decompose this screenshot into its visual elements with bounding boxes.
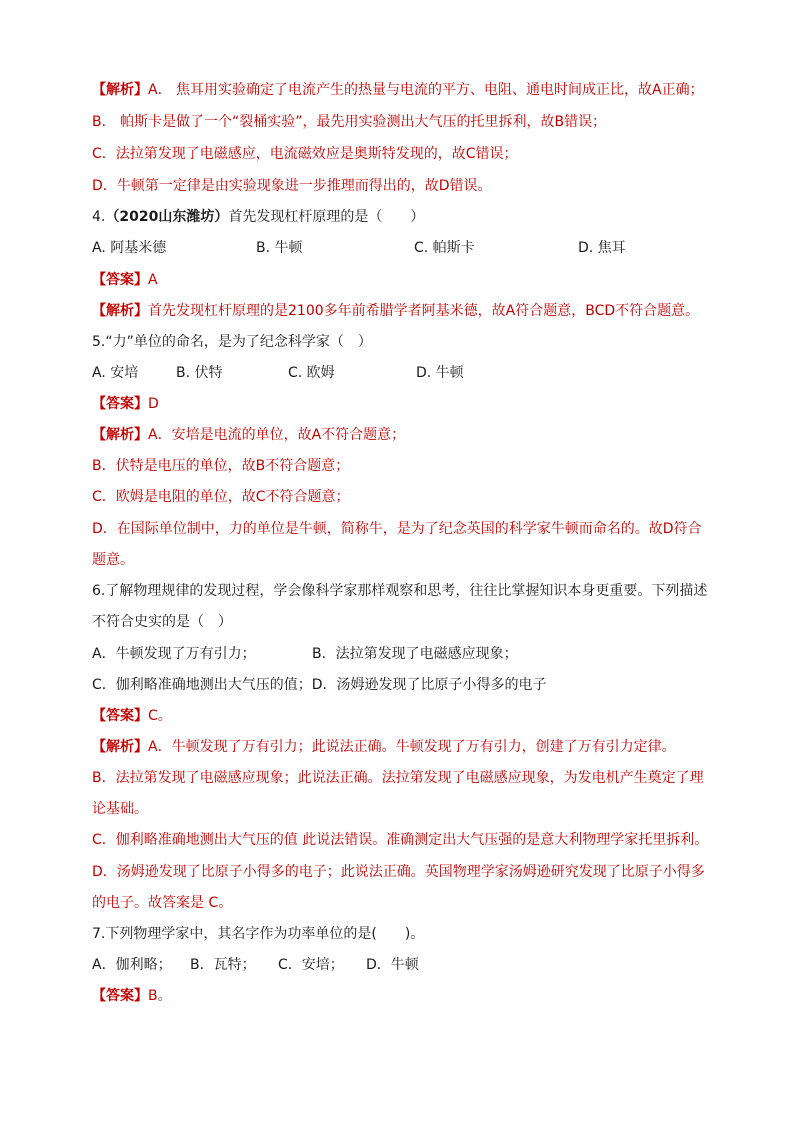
analysis-text: A． 焦耳用实验确定了电流产生的热量与电流的平方、电阻、通电时间成正比，故A正确； [148,82,704,98]
question-7-stem: 7.下列物理学家中，其名字作为功率单位的是( )。 [92,926,425,942]
answer-tag: 【答案】 [92,272,148,288]
analysis-line [92,737,676,757]
answer-value: B。 [148,988,172,1004]
question-4-option-d: D. 焦耳 [578,240,626,256]
answer-line [92,270,158,290]
question-4-stem [92,207,424,227]
analysis-text: A．安培是电流的单位，故A不符合题意； [148,427,406,443]
question-4-option-c: C. 帕斯卡 [414,240,475,256]
analysis-line: 的电子。故答案是 C。 [92,895,233,911]
question-4-option-b: B. 牛顿 [256,240,303,256]
answer-tag: 【答案】 [92,396,148,412]
question-5-option-b: B. 伏特 [176,365,223,381]
answer-tag: 【答案】 [92,988,148,1004]
analysis-line: C．伽利略准确地测出大气压的值 此说法错误。准确测定出大气压强的是意大利物理学家托里拆利。 [92,832,709,848]
question-7-option-b: B．瓦特； [190,957,256,973]
answer-line [92,394,159,414]
question-6-option-b: B．法拉第发现了电磁感应现象； [312,646,518,662]
question-source: （2020山东潍坊） [105,209,229,225]
question-6-option-cd: C．伽利略准确地测出大气压的值；D．汤姆逊发现了比原子小得多的电子 [92,677,547,693]
analysis-tag: 【解析】 [92,82,148,98]
answer-value: C。 [148,708,172,724]
analysis-line: D．牛顿第一定律是由实验现象进一步推理而得出的，故D错误。 [92,178,492,194]
question-6-stem-cont: 不符合史实的是（ ） [92,614,232,630]
analysis-line: D．在国际单位制中，力的单位是牛顿，简称牛，是为了纪念英国的科学家牛顿而命名的。故D符合 [92,521,702,537]
analysis-line: 题意。 [92,552,134,568]
question-7-option-c: C．安培； [278,957,344,973]
answer-tag: 【答案】 [92,708,148,724]
question-6-option-a: A．牛顿发现了万有引力； [92,646,256,662]
analysis-text: 首先发现杠杆原理的是2100多年前希腊学者阿基米德，故A符合题意，BCD不符合题意。 [148,303,700,319]
analysis-line: B．伏特是电压的单位，故B不符合题意； [92,458,350,474]
analysis-text: A．牛顿发现了万有引力；此说法正确。牛顿发现了万有引力，创建了万有引力定律。 [148,739,676,755]
analysis-tag: 【解析】 [92,739,148,755]
analysis-line [92,301,699,321]
question-text: 首先发现杠杆原理的是（ ） [228,209,425,225]
question-5-option-d: D. 牛顿 [416,365,464,381]
analysis-tag: 【解析】 [92,303,148,319]
question-number: 4. [92,209,106,225]
answer-value: D [148,396,159,412]
question-5-option-a: A. 安培 [92,365,139,381]
analysis-line: C．法拉第发现了电磁感应，电流磁效应是奥斯特发现的，故C错误； [92,146,518,162]
question-7-option-a: A．伽利略； [92,957,172,973]
analysis-line [92,80,704,100]
analysis-tag: 【解析】 [92,427,148,443]
question-7-option-d: D．牛顿 [366,957,419,973]
analysis-line: D．汤姆逊发现了比原子小得多的电子；此说法正确。英国物理学家汤姆逊研究发现了比原子小得多 [92,864,705,880]
question-4-option-a: A. 阿基米德 [92,240,167,256]
analysis-line: B．法拉第发现了电磁感应现象；此说法正确。法拉第发现了电磁感应现象，为发电机产生奠定了理 [92,770,704,786]
question-5-stem: 5.“力”单位的命名，是为了纪念科学家（ ） [92,334,372,350]
question-6-stem: 6.了解物理规律的发现过程，学会像科学家那样观察和思考，往往比掌握知识本身更重要。下列描述 [92,583,708,599]
analysis-line: 论基础。 [92,801,148,817]
analysis-line: B． 帕斯卡是做了一个“裂桶实验”，最先用实验测出大气压的托里拆利，故B错误； [92,114,607,130]
answer-line [92,706,172,726]
question-5-option-c: C. 欧姆 [288,365,335,381]
analysis-line [92,425,405,445]
answer-value: A [148,272,158,288]
analysis-line: C．欧姆是电阻的单位，故C不符合题意； [92,489,350,505]
answer-line [92,986,172,1006]
